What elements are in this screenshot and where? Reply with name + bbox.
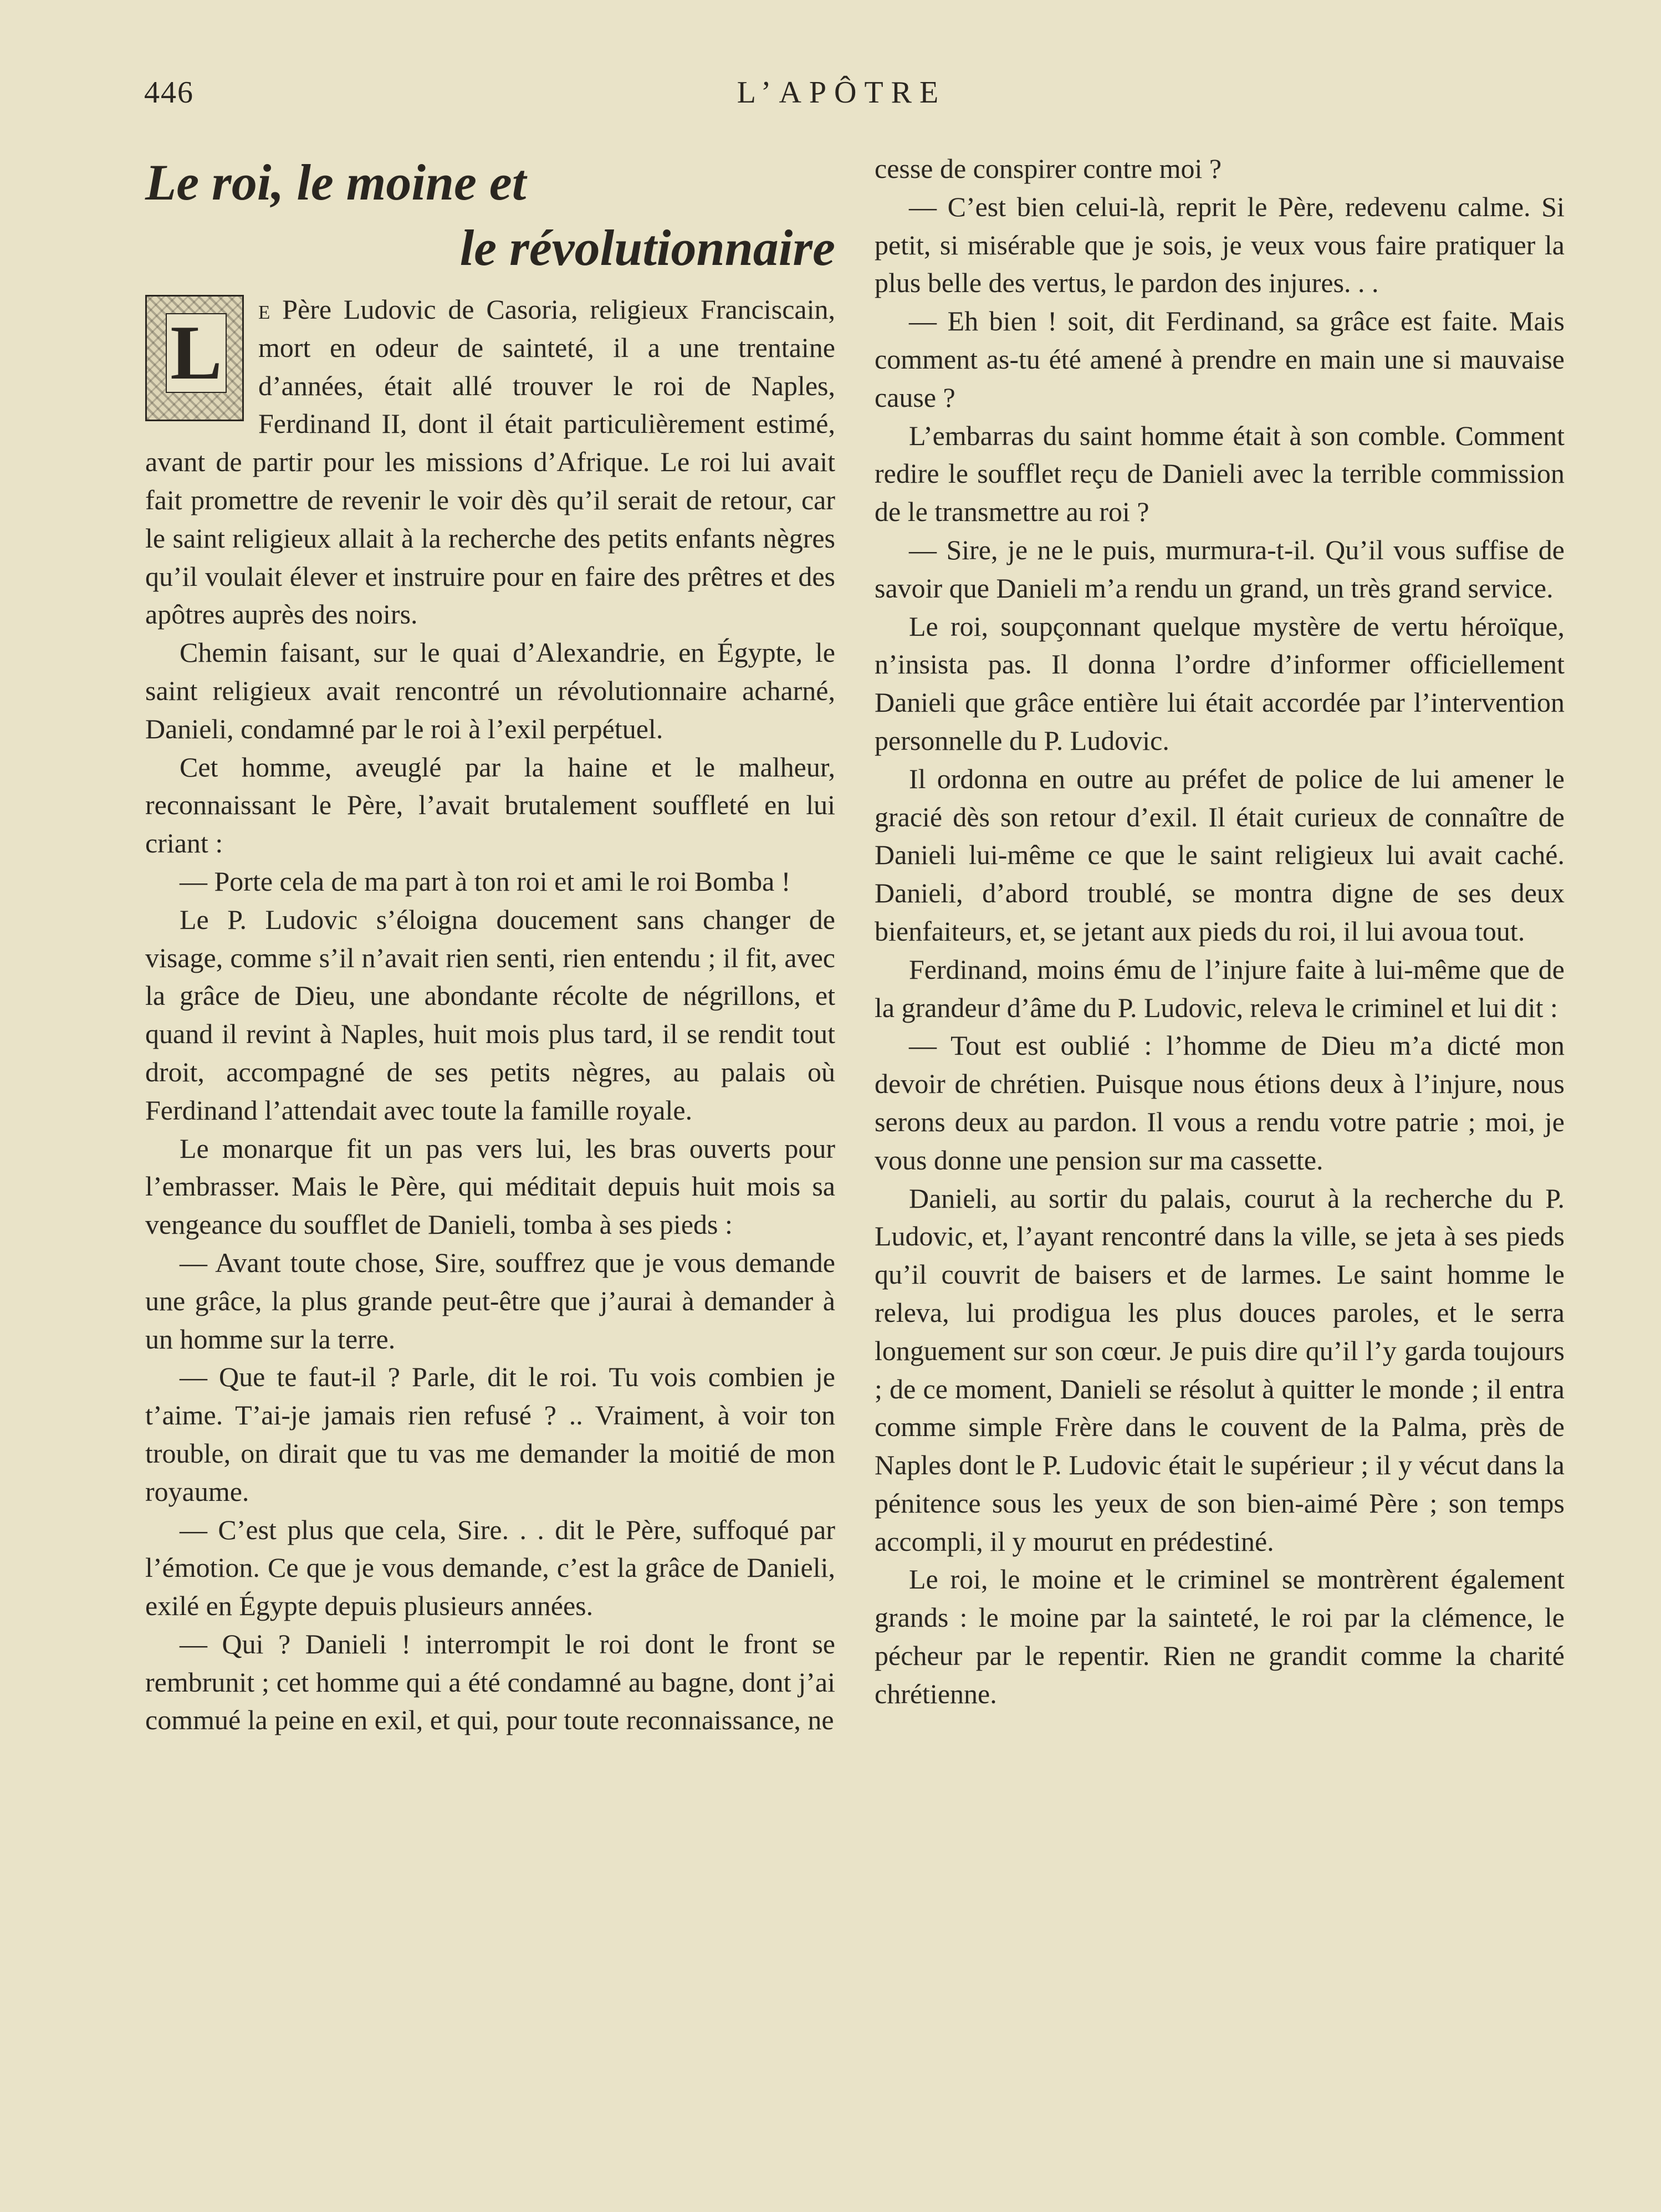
paragraph: — Que te faut-il ? Parle, dit le roi. Tu vois combien je t’aime. T’ai-je jamais rien refusé ? .. Vraiment, à voir ton trouble, on dirait que tu vas me demander la moitié de mon royaume. [145, 1361, 835, 1507]
paragraph: — Eh bien ! soit, dit Ferdinand, sa grâce est faite. Mais comment as-tu été amené à prendre en main une si mauvaise cause ? [875, 305, 1565, 413]
paragraph: — C’est plus que cela, Sire. . . dit le Père, suffoqué par l’émotion. Ce que je vous demande, c’est la grâce de Danieli, exilé en Égypte depuis plusieurs années. [145, 1514, 835, 1622]
paragraph: Le P. Ludovic s’éloigna doucement sans changer de visage, comme s’il n’avait rien senti, rien entendu ; il fit, avec la grâce de Dieu, une abondante récolte de négrillons, et quand il revint à Naples, huit mois plus tard, il se rendit tout droit, accompagné de ses petits nègres, au palais où Ferdinand l’attendait avec toute la famille royale. [145, 903, 835, 1126]
article-title-line-1: Le roi, le moine et [145, 154, 527, 211]
paragraph: Cet homme, aveuglé par la haine et le malheur, reconnaissant le Père, l’avait brutalement souffleté en lui criant : [145, 751, 835, 859]
paragraph: — C’est bien celui-là, reprit le Père, redevenu calme. Si petit, si misérable que je sois, je veux vous faire pratiquer la plus belle des vertus, le pardon des injures. . . [875, 191, 1565, 299]
paragraph: Le roi, le moine et le criminel se montrèrent également grands : le moine par la sainteté, le roi par la clémence, le pécheur par le repentir. Rien ne grandit comme la charité chrétienne. [875, 1564, 1565, 1709]
ornamental-dropcap [145, 295, 244, 421]
paragraph-continuation: cesse de conspirer contre moi ? [875, 153, 1222, 184]
left-column [145, 150, 835, 1739]
paragraph: Le monarque fit un pas vers lui, les bras ouverts pour l’embrasser. Mais le Père, qui méditait depuis huit mois sa vengeance du soufflet de Danieli, tomba à ses pieds : [145, 1132, 835, 1240]
paragraph: Le roi, soupçonnant quelque mystère de vertu héroïque, n’insista pas. Il donna l’ordre d’informer officiellement Danieli que grâce entière lui était accordée par l’intervention personnelle du P. Ludovic. [875, 610, 1565, 756]
paragraph [145, 290, 835, 634]
paragraph: — Sire, je ne le puis, murmura-t-il. Qu’il vous suffise de savoir que Danieli m’a rendu un grand, un très grand service. [875, 534, 1565, 604]
paragraph: L’embarras du saint homme était à son comble. Comment redire le soufflet reçu de Danieli avec la terrible commission de le transmettre au roi ? [875, 420, 1565, 528]
article-title [145, 150, 835, 280]
paragraph: Il ordonna en outre au préfet de police de lui amener le gracié dès son retour d’exil. Il était curieux de connaître de Danieli lui-même ce que le saint religieux lui avait caché. Danieli, d’abord troublé, se montra digne de ses deux bienfaiteurs, et, se jetant aux pieds du roi, il lui avoua tout. [875, 763, 1565, 947]
paragraph: — Avant toute chose, Sire, souffrez que je vous demande une grâce, la plus grande peut-être que j’aurai à demander à un homme sur la terre. [145, 1247, 835, 1355]
paragraph: — Tout est oublié : l’homme de Dieu m’a dicté mon devoir de chrétien. Puisque nous étions deux à l’injure, nous serons deux au pardon. Il vous a rendu votre patrie ; moi, je vous donne une pension sur ma cassette. [875, 1030, 1565, 1176]
paragraph: — Qui ? Danieli ! interrompit le roi dont le front se rembrunit ; cet homme qui a été condamné au bagne, dont j’ai commué la peine en exil, et qui, pour toute reconnaissance, ne [145, 1628, 835, 1736]
paragraph: — Porte cela de ma part à ton roi et ami le roi Bomba ! [180, 865, 791, 897]
article-title-line-2: le révolutionnaire [459, 219, 835, 276]
paragraph-text: Père Ludovic de Casoria, religieux Franciscain, mort en odeur de sainteté, il a une trentaine d’années, était allé trouver le roi de Naples, Ferdinand II, dont il était particulièrement estimé, avant de partir pour les missions d’Afrique. Le roi lui avait fait promettre de revenir le voir dès qu’il serait de retour, car le saint religieux allait à la recherche des petits enfants nègres qu’il voulait élever et instruire pour en faire des prêtres et des apôtres auprès des noirs. [145, 294, 835, 630]
page-header [144, 75, 1539, 125]
right-column [875, 150, 1565, 1713]
dropcap-letter: L [166, 313, 227, 393]
running-title: L’APÔTRE [737, 75, 947, 110]
paragraph: Ferdinand, moins ému de l’injure faite à lui-même que de la grandeur d’âme du P. Ludovic, releva le criminel et lui dit : [875, 953, 1565, 1023]
paragraph: Chemin faisant, sur le quai d’Alexandrie, en Égypte, le saint religieux avait rencontré un révolutionnaire acharné, Danieli, condamné par le roi à l’exil perpétuel. [145, 637, 835, 744]
page-number: 446 [144, 75, 194, 110]
paragraph: Danieli, au sortir du palais, courut à la recherche du P. Ludovic, et, l’ayant rencontré dans la ville, se jeta à ses pieds qu’il couvrit de baisers et de larmes. Le saint homme le releva, lui prodigua les plus douces paroles, et le serra longuement sur son cœur. Je puis dire qu’il l’y garda toujours ; de ce moment, Danieli se résolut à quitter le monde ; il entra comme simple Frère dans le couvent de la Palma, près de Naples dont le P. Ludovic était le supérieur ; il y vécut dans la pénitence sous les yeux de son bien-aimé Père ; son temps accompli, il y mourut en prédestiné. [875, 1182, 1565, 1557]
first-word-rest: e [258, 294, 270, 325]
